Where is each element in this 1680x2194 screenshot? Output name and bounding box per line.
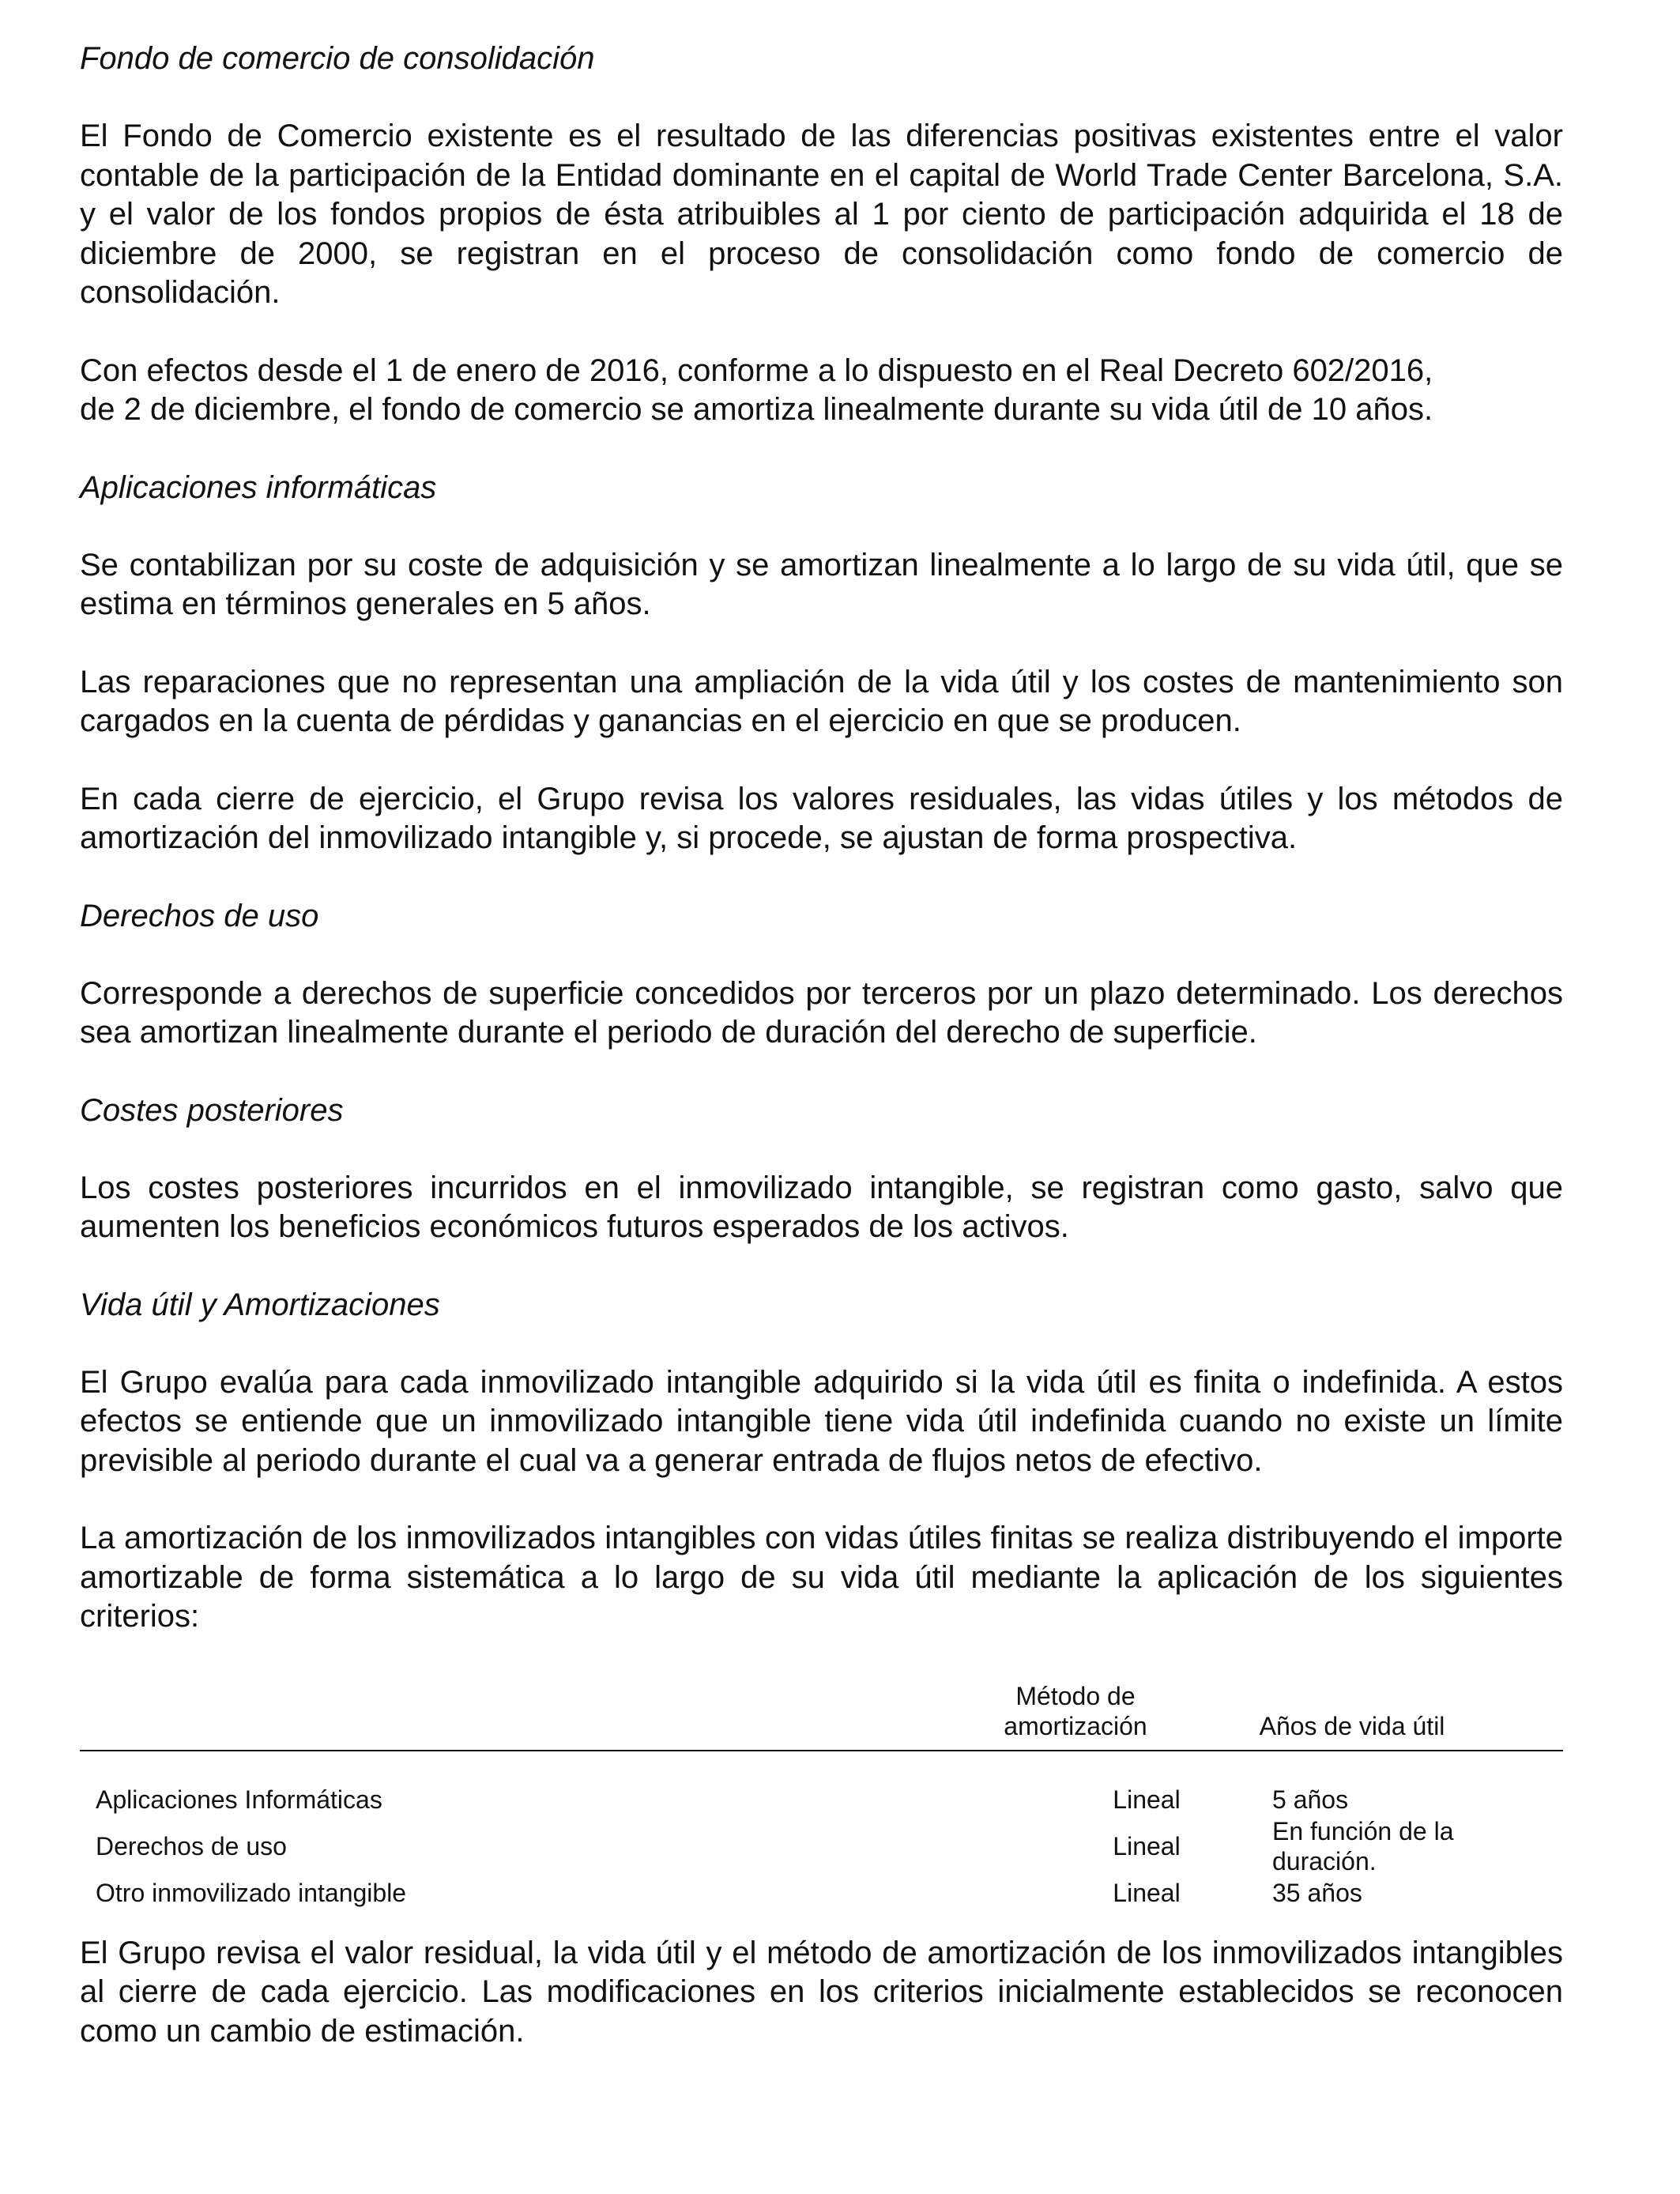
paragraph-aplicaciones-3: En cada cierre de ejercicio, el Grupo revisa los valores residuales, las vidas útiles y los métodos de amortización del inmovilizado intangible y, si procede, se ajustan de forma prospectiva. [80, 781, 1563, 855]
table-header-years: Años de vida útil [1259, 1711, 1445, 1740]
heading-aplicaciones: Aplicaciones informáticas [80, 469, 437, 505]
paragraph-aplicaciones-2: Las reparaciones que no representan una ampliación de la vida útil y los costes de mantenimiento son cargados en la cuenta de pérdidas y ganancias en el ejercicio en que se producen. [80, 664, 1563, 738]
paragraph-costes-1: Los costes posteriores incurridos en el inmovilizado intangible, se registran como gasto, salvo que aumenten los beneficios económicos futuros esperados de los activos. [80, 1170, 1563, 1244]
table-row-2-years-line1: En función de la [1272, 1816, 1454, 1845]
table-row-1-name: Aplicaciones Informáticas [96, 1785, 382, 1814]
paragraph-vida-util-2: La amortización de los inmovilizados intangibles con vidas útiles finitas se realiza distribuyendo el importe amortizable de forma sistemática a lo largo de su vida útil mediante la aplicación de los siguientes criterios: [80, 1521, 1563, 1634]
paragraph-fondo-comercio-2-line2: de 2 de diciembre, el fondo de comercio se amortiza linealmente durante su vida útil de 10 años. [80, 392, 1433, 427]
paragraph-vida-util-3: El Grupo revisa el valor residual, la vida útil y el método de amortización de los inmovilizados intangibles al cierre de cada ejercicio. Las modificaciones en los criterios inicialmente establecidos se reconocen como un cambio de estimación. [80, 1935, 1563, 2049]
paragraph-derechos-1: Corresponde a derechos de superficie concedidos por terceros por un plazo determinado. Los derechos sea amortizan linealmente durante el periodo de duración del derecho de superficie. [80, 975, 1563, 1050]
table-header-method-line2: amortización [1004, 1711, 1147, 1740]
paragraph-fondo-comercio-2 [80, 352, 1563, 430]
table-row-3-method: Lineal [1113, 1878, 1181, 1907]
table-row-1-method: Lineal [1113, 1785, 1181, 1814]
paragraph-vida-util-1: El Grupo evalúa para cada inmovilizado intangible adquirido si la vida útil es finita o indefinida. A estos efectos se entiende que un inmovilizado intangible tiene vida útil indefinida cuando no existe un límite previsible al periodo durante el cual va a generar entrada de flujos netos de efectivo. [80, 1364, 1563, 1478]
table-row-2-years [1272, 1816, 1541, 1876]
heading-fondo-comercio: Fondo de comercio de consolidación [80, 41, 595, 76]
table-header-method-line1: Método de [1015, 1681, 1136, 1710]
table-row-2-years-line2: duración. [1272, 1846, 1377, 1875]
paragraph-aplicaciones-1: Se contabilizan por su coste de adquisición y se amortizan linealmente a lo largo de su vida útil, que se estima en términos generales en 5 años. [80, 547, 1563, 621]
table-row-2-method: Lineal [1113, 1831, 1181, 1860]
heading-costes: Costes posteriores [80, 1092, 344, 1128]
document-page [80, 40, 1563, 2051]
table-header-method [981, 1681, 1170, 1741]
table-row-2-name: Derechos de uso [96, 1831, 287, 1860]
table-row-3-years: 35 años [1272, 1878, 1362, 1907]
table-row-3-name: Otro inmovilizado intangible [96, 1878, 407, 1907]
paragraph-fondo-comercio-2-line1: Con efectos desde el 1 de enero de 2016, conforme a lo dispuesto en el Real Decreto 602/2016, [80, 352, 1433, 388]
criteria-table [80, 1681, 1563, 1918]
table-row-1-years: 5 años [1272, 1785, 1349, 1814]
table-header-rule [80, 1750, 1563, 1751]
heading-vida-util: Vida útil y Amortizaciones [80, 1287, 440, 1322]
heading-derechos: Derechos de uso [80, 898, 319, 933]
paragraph-fondo-comercio-1: El Fondo de Comercio existente es el resultado de las diferencias positivas existentes entre el valor contable de la participación de la Entidad dominante en el capital de World Trade Center Barcelona, S.A. y el valor de los fondos propios de ésta atribuibles al 1 por ciento de participación adquirida el 18 de diciembre de 2000, se registran en el proceso de consolidación como fondo de comercio de consolidación. [80, 119, 1563, 310]
